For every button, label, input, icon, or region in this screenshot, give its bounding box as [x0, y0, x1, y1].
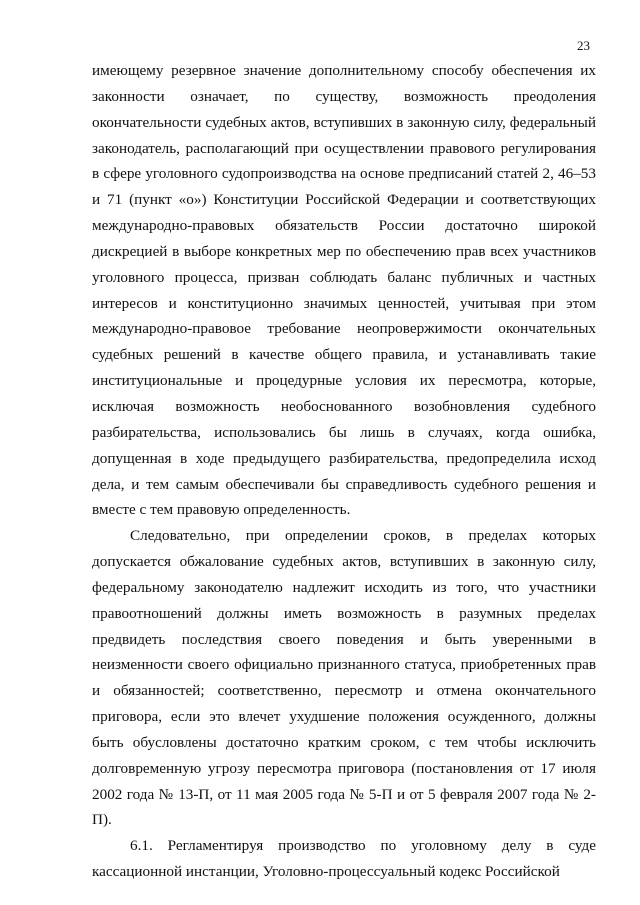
paragraph-section-6-1: 6.1. Регламентируя производство по уголовному делу в суде кассационной инстанции, Уголовно-процессуальный кодекс Российской [92, 837, 596, 881]
paragraph-consequently: Следовательно, при определении сроков, в пределах которых допускается обжалование судебных актов, вступивших в законную силу, федеральному законодателю надлежит исходить из того, что участники правоотношений должны иметь возможность в разумных пределах предвидеть последствия своего поведения и быть уверенными в неизменности своего официально признанного статуса, приобретенных прав и обязанностей; соответственно, пересмотр и отмена окончательного приговора, если это влечет ухудшение положения осужденного, должны быть обусловлены достаточно кратким сроком, с тем чтобы исключить долговременную угрозу пересмотра приговора (постановления от 17 июля 2002 года № 13-П, от 11 мая 2005 года № 5-П и от 5 февраля 2007 года № 2-П). [92, 527, 596, 829]
paragraph-continuation: имеющему резервное значение дополнительному способу обеспечения их законности означает, по существу, возможность преодоления окончательности судебных актов, вступивших в законную силу, федеральный законодатель, располагающий при осуществлении правового регулирования в сфере уголовного судопроизводства на основе предписаний статей 2, 46–53 и 71 (пункт «о») Конституции Российской Федерации и соответствующих международно-правовых обязательств России достаточно широкой дискрецией в выборе конкретных мер по обеспечению прав всех участников уголовного процесса, призван соблюдать баланс публичных и частных интересов и конституционно значимых ценностей, учитывая при этом международно-правовое требование неопровержимости окончательных судебных решений в качестве общего правила, и устанавливать такие институциональные и процедурные условия их пересмотра, которые, исключая возможность необоснованного возобновления судебного разбирательства, использовались бы лишь в случаях, когда ошибка, допущенная в ходе предыдущего разбирательства, предопределила исход дела, и тем самым обеспечивали бы справедливость судебного решения и вместе с тем правовую определенность. [92, 62, 596, 519]
body-text [92, 58, 596, 885]
page-number: 23 [577, 38, 590, 53]
